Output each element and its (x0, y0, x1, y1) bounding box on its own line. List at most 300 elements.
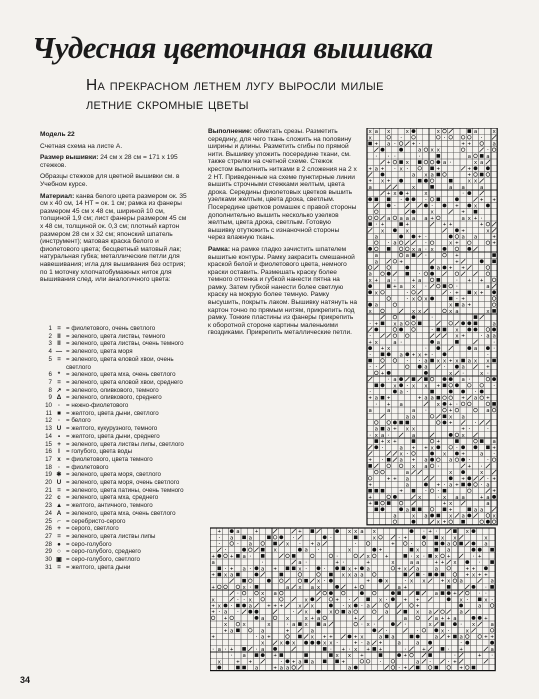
chart-cell (266, 528, 272, 534)
chart-cell (464, 534, 470, 540)
chart-cell (340, 540, 346, 546)
chart-stitch: a (391, 634, 395, 641)
chart-stitch: x (442, 451, 447, 458)
chart-stitch: · (374, 401, 378, 408)
chart-cell (386, 388, 392, 394)
chart-cell (386, 165, 392, 171)
chart-cell (472, 370, 478, 376)
chart-cell (303, 571, 309, 577)
chart-stitch (473, 197, 477, 201)
chart-cell (408, 640, 414, 646)
chart-stitch: a (424, 513, 428, 520)
chart-cell (417, 444, 423, 450)
chart-cell (485, 271, 491, 277)
chart-stitch: · (248, 553, 252, 560)
chart-cell (384, 615, 390, 621)
chart-stitch (486, 464, 490, 468)
chart-cell (398, 252, 404, 258)
chart-stitch: · (430, 203, 434, 210)
chart-stitch (410, 653, 414, 657)
exec-text: обметать срезы. Разметить середину, для чего ткань сложить на половину ширины и длины. Разметить сгибы по прямой нити. Вышивку уложить посередине ткани, см. также стрелки на счетной схеме. Стежок крестом выполнить нитками в 2 сложения на 2 x 2 НТ. Приведенные на схеме пунктирные линии вышить строчными стежками желтым, цвета дрока. Середины фиолетовых цветков вышить узелками желтым, цвета дрока, светлым. Посередине цветков ромашек с правой стороны дополнительно вышить несколько узелков желтым, цвета дрока, светлым. Готовую вышивку отутюжить с изнаночной стороны через влажную ткань. (208, 128, 357, 242)
chart-stitch: + (455, 259, 459, 266)
chart-stitch (449, 520, 453, 524)
chart-cell (386, 134, 392, 140)
chart-cell (423, 432, 429, 438)
chart-cell (386, 302, 392, 308)
chart-cell (379, 209, 385, 215)
chart-stitch (472, 529, 476, 533)
chart-stitch: x (304, 615, 308, 622)
chart-cell (423, 271, 429, 277)
chart-cell (309, 609, 315, 615)
chart-cell (448, 202, 454, 208)
chart-cell (410, 326, 416, 332)
chart-stitch: · (461, 191, 465, 198)
chart-stitch (461, 166, 465, 170)
chart-stitch (366, 660, 370, 664)
chart-cell (429, 128, 435, 134)
chart-stitch: a (261, 646, 265, 653)
chart-stitch (418, 377, 422, 381)
chart-stitch: x (424, 172, 428, 179)
chart-cell (373, 351, 379, 357)
chart-cell (448, 215, 454, 221)
chart-cell (353, 652, 359, 658)
chart-cell (448, 190, 454, 196)
chart-stitch (373, 647, 377, 651)
chart-stitch: · (449, 290, 453, 297)
chart-stitch (374, 148, 378, 152)
chart-cell (415, 540, 421, 546)
chart-stitch: x (354, 646, 358, 653)
chart-cell (421, 621, 427, 627)
chart-cell (284, 633, 290, 639)
chart-stitch: a (473, 346, 478, 353)
chart-cell (384, 646, 390, 652)
chart-stitch: · (393, 203, 397, 210)
chart-cell (408, 584, 414, 590)
chart-cell (460, 277, 466, 283)
chart-stitch: + (230, 553, 234, 560)
chart-stitch: + (449, 408, 453, 415)
chart-stitch (329, 598, 333, 602)
chart-cell (460, 252, 466, 258)
chart-stitch (230, 529, 234, 533)
chart-stitch (461, 470, 465, 474)
chart-stitch (443, 328, 447, 332)
chart-stitch: a (424, 395, 428, 402)
chart-cell (353, 590, 359, 596)
chart-stitch (393, 160, 397, 164)
chart-cell (247, 590, 253, 596)
chart-stitch: + (455, 203, 459, 210)
chart-stitch (422, 535, 426, 539)
chart-stitch (255, 566, 259, 570)
chart-cell (417, 413, 423, 419)
chart-cell (386, 326, 392, 332)
chart-stitch (412, 253, 416, 257)
legend-text: = зеленого, цвета моря (66, 348, 133, 356)
chart-cell (359, 658, 365, 664)
chart-stitch (443, 129, 447, 133)
chart-cell (266, 652, 272, 658)
chart-stitch (393, 520, 397, 524)
chart-cell (386, 227, 392, 233)
chart-stitch (455, 408, 459, 412)
chart-cell (448, 246, 454, 252)
chart-stitch: · (409, 541, 414, 548)
legend-row (40, 402, 200, 410)
legend-row (40, 379, 200, 387)
chart-cell (222, 559, 228, 565)
chart-stitch (449, 179, 453, 183)
chart-stitch: · (399, 197, 403, 204)
chart-cell (377, 664, 383, 670)
chart-stitch (418, 253, 422, 257)
chart-cell (470, 559, 476, 565)
chart-cell (371, 584, 377, 590)
chart-stitch (375, 421, 379, 425)
chart-cell (373, 240, 379, 246)
chart-stitch: + (411, 141, 416, 148)
chart-cell (379, 500, 385, 506)
chart-stitch (461, 321, 465, 325)
chart-stitch (449, 476, 453, 480)
chart-cell (210, 534, 216, 540)
chart-cell (373, 215, 379, 221)
chart-cell (466, 147, 472, 153)
chart-stitch (441, 622, 445, 626)
chart-cell (441, 295, 447, 301)
chart-cell (466, 221, 472, 227)
chart-stitch: + (478, 572, 482, 579)
chart-cell (464, 590, 470, 596)
chart-stitch: + (455, 240, 459, 247)
chart-stitch: + (490, 634, 494, 641)
legend-row (40, 533, 200, 541)
chart-cell (392, 444, 398, 450)
chart-stitch (360, 566, 364, 570)
chart-stitch: x (467, 178, 471, 185)
chart-stitch: a (387, 408, 391, 415)
chart-cell (328, 658, 334, 664)
chart-stitch: x (461, 432, 465, 439)
chart-cell (435, 475, 441, 481)
chart-stitch: · (223, 646, 228, 653)
chart-stitch (418, 167, 422, 171)
chart-stitch: + (211, 553, 215, 560)
chart-stitch (428, 616, 432, 620)
chart-stitch: x (436, 129, 440, 136)
chart-stitch: · (405, 296, 409, 303)
chart-stitch: x (480, 470, 484, 477)
chart-cell (367, 370, 373, 376)
chart-stitch (397, 622, 401, 626)
chart-cell (429, 469, 435, 475)
chart-cell (340, 534, 346, 540)
chart-cell (429, 364, 435, 370)
chart-stitch: x (223, 622, 228, 629)
chart-stitch (459, 659, 463, 663)
chart-stitch (279, 541, 283, 545)
chart-cell (460, 308, 466, 314)
chart-stitch: x (285, 541, 290, 548)
chart-stitch: x (316, 578, 321, 585)
chart-cell (466, 252, 472, 258)
chart-stitch: a (385, 609, 389, 616)
chart-cell (377, 559, 383, 565)
chart-stitch (387, 501, 391, 505)
chart-cell (460, 438, 466, 444)
chart-stitch: · (442, 364, 447, 371)
legend-row (40, 518, 200, 526)
chart-cell (448, 134, 454, 140)
chart-cell (423, 227, 429, 233)
chart-stitch: x (455, 358, 459, 365)
chart-cell (477, 633, 483, 639)
chart-stitch (486, 446, 490, 450)
chart-cell (371, 596, 377, 602)
chart-stitch: x (449, 240, 453, 247)
chart-stitch (474, 439, 478, 443)
chart-stitch: a (461, 377, 465, 384)
chart-cell (464, 578, 470, 584)
chart-stitch: · (418, 271, 422, 278)
chart-stitch: x (316, 584, 321, 591)
chart-stitch: · (486, 370, 490, 377)
legend-row (40, 479, 200, 487)
chart-cell (458, 565, 464, 571)
chart-cell (404, 512, 410, 518)
chart-stitch (236, 554, 240, 558)
chart-stitch: + (467, 172, 471, 179)
chart-cell (365, 590, 371, 596)
chart-stitch (492, 458, 496, 462)
chart-cell (398, 140, 404, 146)
chart-cell (483, 652, 489, 658)
chart-cell (235, 547, 241, 553)
chart-stitch: + (442, 501, 447, 508)
chart-stitch (412, 291, 416, 295)
chart-stitch (368, 489, 372, 493)
chart-cell (367, 382, 373, 388)
chart-stitch (478, 548, 482, 552)
chart-cell (384, 621, 390, 627)
chart-stitch: a (467, 153, 471, 160)
chart-cell (421, 609, 427, 615)
chart-stitch (449, 396, 453, 400)
chart-stitch: a (292, 622, 296, 629)
chart-cell (410, 289, 416, 295)
chart-cell (367, 209, 373, 215)
chart-cell (404, 314, 410, 320)
chart-stitch (385, 635, 389, 639)
chart-cell (390, 658, 396, 664)
chart-cell (373, 171, 379, 177)
chart-cell (346, 615, 352, 621)
chart-stitch: + (393, 476, 397, 483)
chart-stitch: · (223, 547, 228, 554)
chart-stitch (455, 228, 459, 232)
chart-cell (472, 240, 478, 246)
chart-stitch: a (418, 277, 422, 284)
chart-cell (235, 640, 241, 646)
chart-cell (408, 596, 414, 602)
chart-stitch: · (304, 560, 308, 567)
chart-stitch (224, 554, 228, 558)
chart-stitch (418, 160, 422, 164)
chart-stitch (492, 520, 496, 524)
chart-cell (417, 488, 423, 494)
chart-cell (379, 357, 385, 363)
legend-row (40, 441, 200, 449)
chart-stitch: · (248, 566, 252, 573)
chart-stitch: · (442, 135, 447, 142)
chart-cell (427, 565, 433, 571)
chart-stitch (411, 495, 415, 499)
chart-stitch: a (347, 609, 352, 616)
chart-cell (266, 646, 272, 652)
chart-stitch (255, 610, 259, 614)
chart-stitch: a (405, 414, 409, 421)
chart-stitch: + (368, 178, 372, 185)
chart-stitch (492, 135, 496, 139)
legend-row (40, 356, 200, 371)
chart-cell (472, 147, 478, 153)
chart-cell (404, 345, 410, 351)
chart-stitch (404, 542, 408, 546)
chart-cell (479, 320, 485, 326)
chart-cell (315, 571, 321, 577)
chart-stitch (381, 272, 385, 276)
chart-cell (417, 407, 423, 413)
chart-cell (386, 469, 392, 475)
chart-cell (489, 571, 495, 577)
chart-stitch (480, 191, 484, 195)
chart-cell (367, 295, 373, 301)
chart-stitch: · (486, 426, 490, 433)
chart-cell (479, 227, 485, 233)
chart-cell (373, 134, 379, 140)
chart-stitch: · (217, 541, 221, 548)
legend-symbol: II (57, 332, 61, 340)
chart-stitch (434, 628, 438, 632)
chart-stitch (387, 371, 391, 375)
chart-cell (417, 314, 423, 320)
chart-cell (266, 596, 272, 602)
chart-cell (377, 571, 383, 577)
chart-cell (266, 547, 272, 553)
chart-cell (485, 469, 491, 475)
chart-cell (386, 364, 392, 370)
chart-cell (491, 388, 497, 394)
chart-stitch (442, 290, 446, 294)
chart-cell (222, 584, 228, 590)
chart-cell (417, 209, 423, 215)
chart-cell (402, 640, 408, 646)
chart-stitch: · (354, 541, 358, 548)
chart-stitch: a (449, 482, 453, 489)
chart-stitch: · (424, 408, 428, 415)
chart-stitch: · (374, 153, 378, 160)
chart-stitch (397, 591, 401, 595)
chart-cell (472, 401, 478, 407)
chart-stitch: + (387, 401, 391, 408)
chart-cell (439, 547, 445, 553)
chart-stitch (375, 384, 379, 388)
chart-stitch: x (484, 535, 488, 542)
chart-stitch: + (310, 615, 314, 622)
chart-cell (464, 646, 470, 652)
chart-stitch: a (447, 547, 451, 554)
chart-cell (458, 547, 464, 553)
chart-stitch (354, 554, 358, 558)
chart-cell (379, 277, 385, 283)
chart-stitch (387, 266, 391, 270)
chart-cell (210, 621, 216, 627)
chart-stitch: + (492, 240, 496, 247)
chart-cell (322, 559, 328, 565)
chart-stitch (304, 579, 308, 583)
chart-stitch: · (436, 488, 440, 495)
chart-cell (371, 540, 377, 546)
chart-stitch: · (368, 389, 372, 396)
chart-cell (404, 395, 410, 401)
chart-stitch (242, 548, 246, 552)
chart-cell (392, 488, 398, 494)
chart-cell (384, 540, 390, 546)
chart-cell (386, 209, 392, 215)
chart-cell (464, 664, 470, 670)
chart-stitch (298, 628, 302, 632)
chart-stitch: x (366, 622, 370, 629)
chart-cell (470, 609, 476, 615)
chart-stitch: a (261, 634, 265, 641)
chart-stitch (329, 573, 333, 577)
chart-stitch (249, 548, 253, 552)
chart-cell (334, 664, 340, 670)
chart-stitch (440, 634, 444, 638)
chart-stitch: · (424, 246, 428, 253)
chart-cell (454, 345, 460, 351)
chart-cell (315, 652, 321, 658)
chart-cell (398, 271, 404, 277)
chart-stitch: x (484, 597, 488, 604)
chart-cell (460, 314, 466, 320)
chart-cell (439, 640, 445, 646)
chart-stitch (434, 622, 438, 626)
chart-cell (367, 512, 373, 518)
chart-cell (386, 512, 392, 518)
chart-stitch (267, 579, 271, 583)
chart-cell (483, 559, 489, 565)
chart-stitch (443, 489, 447, 493)
chart-stitch: · (230, 603, 234, 610)
chart-stitch (473, 476, 477, 480)
legend-number: 15 (45, 440, 52, 448)
chart-cell (423, 438, 429, 444)
chart-cell (410, 450, 416, 456)
chart-cell (452, 547, 458, 553)
chart-stitch (422, 542, 426, 546)
chart-stitch: a (399, 389, 403, 396)
chart-cell (266, 615, 272, 621)
chart-stitch (422, 629, 426, 633)
legend-number: 12 (45, 417, 52, 425)
chart-stitch: a (492, 333, 496, 340)
chart-cell (491, 463, 497, 469)
chart-cell (427, 602, 433, 608)
